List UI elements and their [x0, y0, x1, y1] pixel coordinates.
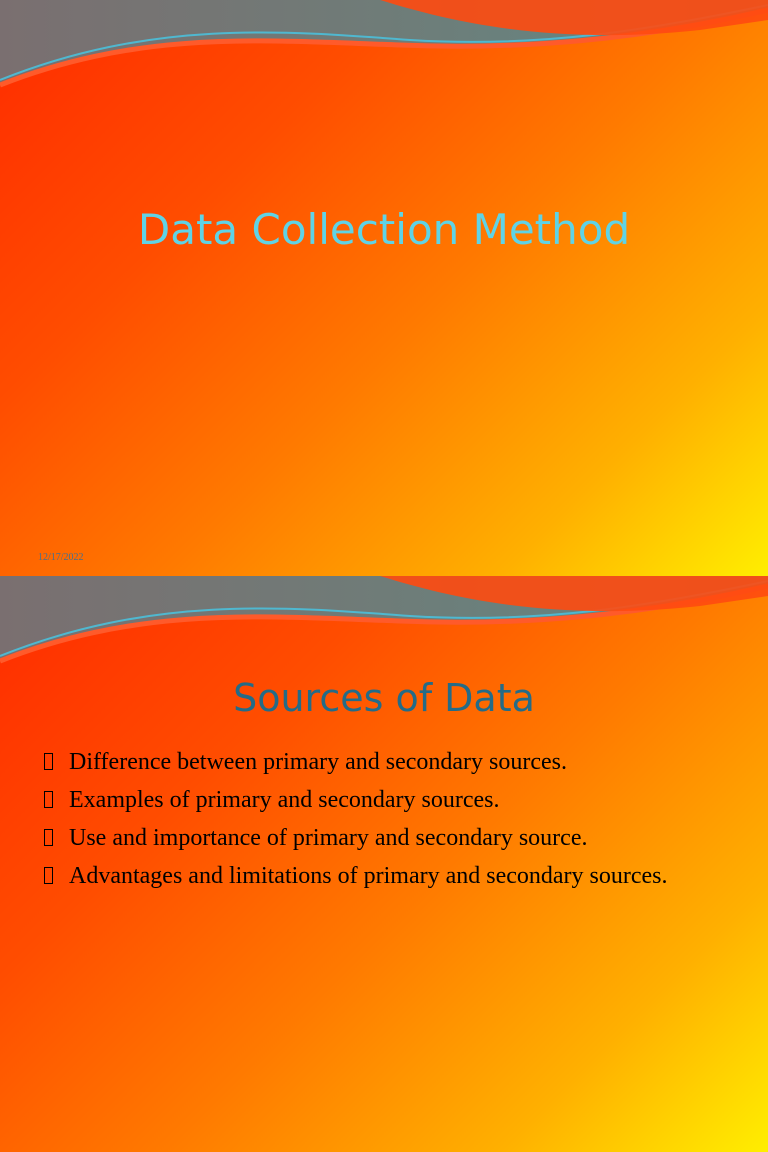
- slide-title: Sources of Data: [233, 676, 535, 720]
- bullet-text: Use and importance of primary and secondary source.: [69, 825, 588, 851]
- slide-2: [0, 576, 768, 1152]
- list-item: [44, 784, 734, 817]
- slide-title: Data Collection Method: [137, 205, 631, 254]
- slide-date: 12/17/2022: [38, 552, 84, 563]
- bullet-list: [44, 746, 734, 898]
- list-item: [44, 860, 734, 893]
- bullet-text: Examples of primary and secondary sources.: [69, 787, 500, 813]
- bullet-icon: [44, 829, 53, 846]
- bullet-text: Advantages and limitations of primary and secondary sources.: [69, 863, 668, 889]
- bullet-icon: [44, 753, 53, 770]
- bullet-text: Difference between primary and secondary sources.: [69, 749, 567, 775]
- bullet-icon: [44, 791, 53, 808]
- list-item: [44, 746, 734, 779]
- wave-decoration: [0, 0, 768, 110]
- bullet-icon: [44, 867, 53, 884]
- wave-decoration: [0, 576, 768, 686]
- list-item: [44, 822, 734, 855]
